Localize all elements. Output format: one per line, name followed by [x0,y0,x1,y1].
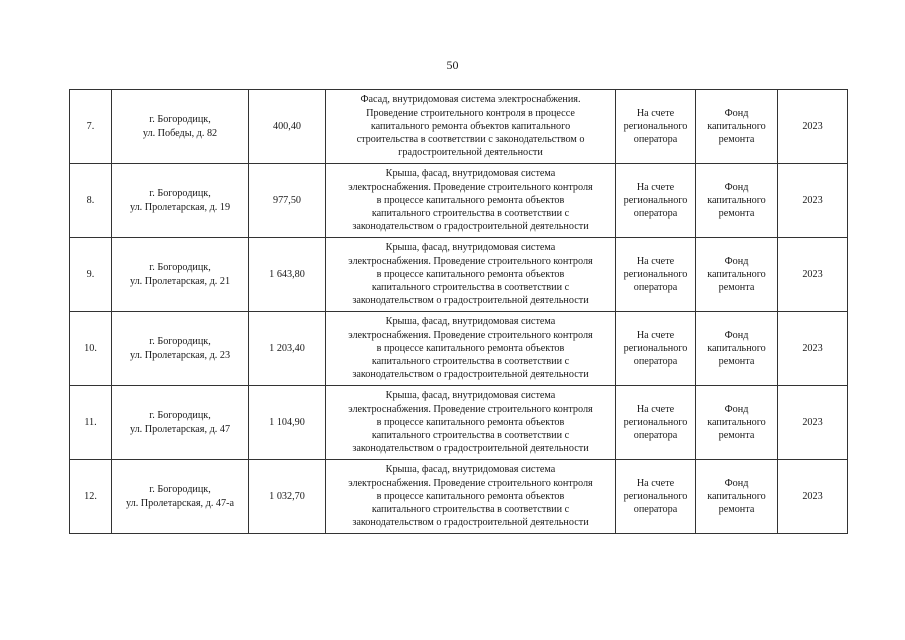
funding-source-cell-line: Фонд [724,255,749,267]
works-description-cell-line: Крыша, фасад, внутридомовая система [385,242,556,254]
works-description-cell-line: в процессе капитального ремонта объектов [376,194,565,206]
address-cell [112,90,249,164]
funding-source-cell-line: Фонд [724,329,749,341]
funding-method-cell-line: На счете [636,107,675,119]
works-description-cell-line: капитального строительства в соответствии с [371,208,570,220]
year-cell: 2023 [778,238,848,312]
funding-method-cell-line: оператора [633,282,678,294]
funding-source-cell [696,164,778,238]
funding-method-cell-line: регионального [623,490,688,502]
works-description-cell-line: электроснабжения. Проведение строительного контроля [348,477,593,489]
funding-source-cell-line: ремонта [718,208,755,220]
funding-method-cell [616,90,696,164]
funding-source-cell [696,238,778,312]
works-description-cell-line: градостроительной деятельности [398,147,543,159]
funding-method-cell [616,386,696,460]
funding-method-cell [616,312,696,386]
funding-source-cell-line: Фонд [724,403,749,415]
table-body [70,90,848,534]
works-description-cell-line: электроснабжения. Проведение строительного контроля [348,329,593,341]
address-cell-line: ул. Пролетарская, д. 47 [129,423,231,435]
row-number: 12. [70,460,112,534]
funding-method-cell [616,460,696,534]
address-cell-line: г. Богородицк, [149,188,211,200]
works-description-cell-line: в процессе капитального ремонта объектов [376,268,565,280]
funding-source-cell-line: капитального [707,268,766,280]
works-description-cell-line: законодательством о градостроительной деятельности [352,221,589,233]
address-cell [112,460,249,534]
address-cell-line: ул. Пролетарская, д. 23 [129,349,231,361]
works-description-cell-line: законодательством о градостроительной деятельности [352,295,589,307]
works-description-cell-line: строительства в соответствии с законодательством о [356,134,585,146]
works-description-cell-line: в процессе капитального ремонта объектов [376,342,565,354]
table-row [70,90,848,164]
works-description-cell [326,90,616,164]
address-cell-line: г. Богородицк, [149,114,211,126]
cost-cell: 1 203,40 [249,312,326,386]
year-cell: 2023 [778,312,848,386]
works-description-cell-line: законодательством о градостроительной деятельности [352,517,589,529]
funding-method-cell-line: регионального [623,342,688,354]
address-cell-line: г. Богородицк, [149,262,211,274]
cost-cell: 1 032,70 [249,460,326,534]
cost-cell: 400,40 [249,90,326,164]
page-number: 50 [446,58,459,72]
funding-source-cell-line: капитального [707,416,766,428]
funding-method-cell-line: На счете [636,477,675,489]
works-description-cell-line: Крыша, фасад, внутридомовая система [385,390,556,402]
works-description-cell-line: капитального строительства в соответствии с [371,356,570,368]
funding-method-cell-line: На счете [636,181,675,193]
funding-method-cell-line: На счете [636,255,675,267]
table-row [70,312,848,386]
funding-source-cell-line: капитального [707,490,766,502]
funding-source-cell-line: капитального [707,120,766,132]
address-cell-line: г. Богородицк, [149,336,211,348]
funding-source-cell-line: капитального [707,194,766,206]
funding-method-cell-line: регионального [623,416,688,428]
row-number: 9. [70,238,112,312]
works-description-cell-line: капитального строительства в соответствии с [371,430,570,442]
works-description-cell-line: Проведение строительного контроля в процессе [366,107,575,119]
works-description-cell-line: в процессе капитального ремонта объектов [376,490,565,502]
works-description-cell [326,312,616,386]
funding-source-cell-line: ремонта [718,356,755,368]
table-row [70,164,848,238]
funding-source-cell [696,386,778,460]
funding-method-cell-line: оператора [633,430,678,442]
row-number: 10. [70,312,112,386]
year-cell: 2023 [778,460,848,534]
funding-source-cell-line: капитального [707,342,766,354]
address-cell [112,386,249,460]
works-description-cell [326,386,616,460]
funding-source-cell [696,312,778,386]
address-cell-line: ул. Пролетарская, д. 21 [129,275,231,287]
cost-cell: 1 643,80 [249,238,326,312]
funding-source-cell-line: Фонд [724,181,749,193]
funding-method-cell-line: оператора [633,504,678,516]
table-row [70,238,848,312]
works-description-cell [326,238,616,312]
works-description-cell-line: Крыша, фасад, внутридомовая система [385,464,556,476]
works-description-cell-line: электроснабжения. Проведение строительного контроля [348,255,593,267]
row-number: 11. [70,386,112,460]
cost-cell: 1 104,90 [249,386,326,460]
works-description-cell-line: Фасад, внутридомовая система электроснабжения. [360,94,581,106]
funding-method-cell [616,238,696,312]
table-row [70,386,848,460]
works-description-cell-line: электроснабжения. Проведение строительного контроля [348,403,593,415]
year-cell: 2023 [778,90,848,164]
funding-source-cell-line: Фонд [724,107,749,119]
year-cell: 2023 [778,386,848,460]
funding-source-cell-line: ремонта [718,430,755,442]
funding-source-cell-line: Фонд [724,477,749,489]
funding-source-cell-line: ремонта [718,282,755,294]
address-cell [112,312,249,386]
works-description-cell-line: электроснабжения. Проведение строительного контроля [348,181,593,193]
funding-method-cell-line: регионального [623,268,688,280]
row-number: 8. [70,164,112,238]
address-cell [112,164,249,238]
works-description-cell [326,164,616,238]
funding-method-cell-line: оператора [633,134,678,146]
funding-source-cell-line: ремонта [718,504,755,516]
funding-method-cell-line: На счете [636,403,675,415]
cost-cell: 977,50 [249,164,326,238]
funding-source-cell-line: ремонта [718,134,755,146]
works-description-cell [326,460,616,534]
address-cell [112,238,249,312]
works-description-cell-line: Крыша, фасад, внутридомовая система [385,316,556,328]
funding-method-cell-line: регионального [623,194,688,206]
funding-method-cell-line: оператора [633,208,678,220]
address-cell-line: ул. Победы, д. 82 [142,127,218,139]
works-description-cell-line: в процессе капитального ремонта объектов [376,416,565,428]
funding-method-cell-line: На счете [636,329,675,341]
funding-method-cell [616,164,696,238]
funding-method-cell-line: регионального [623,120,688,132]
address-cell-line: ул. Пролетарская, д. 47-а [125,497,235,509]
funding-source-cell [696,460,778,534]
address-cell-line: г. Богородицк, [149,484,211,496]
works-description-cell-line: законодательством о градостроительной деятельности [352,443,589,455]
table-row [70,460,848,534]
address-cell-line: ул. Пролетарская, д. 19 [129,201,231,213]
works-description-cell-line: Крыша, фасад, внутридомовая система [385,168,556,180]
works-description-cell-line: капитального строительства в соответствии с [371,504,570,516]
year-cell: 2023 [778,164,848,238]
works-description-cell-line: законодательством о градостроительной деятельности [352,369,589,381]
works-description-cell-line: капитального строительства в соответствии с [371,282,570,294]
capital-repair-table [69,89,848,534]
funding-source-cell [696,90,778,164]
works-description-cell-line: капитального ремонта объектов капитального [370,120,571,132]
address-cell-line: г. Богородицк, [149,410,211,422]
funding-method-cell-line: оператора [633,356,678,368]
row-number: 7. [70,90,112,164]
